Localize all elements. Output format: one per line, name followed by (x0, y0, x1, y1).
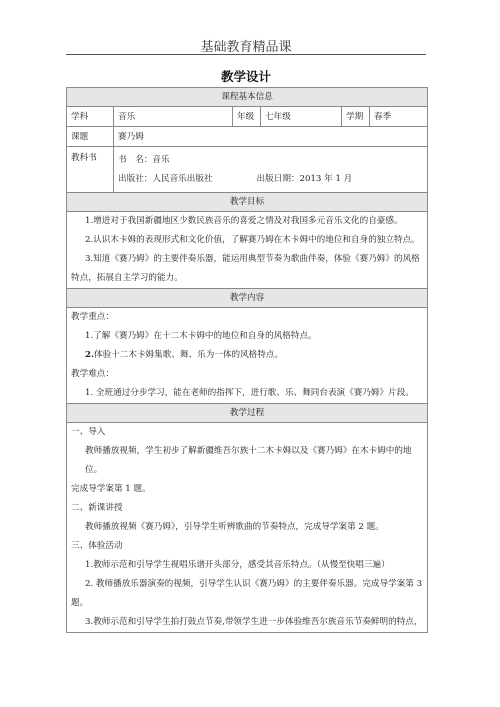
publication-date: 出版日期：2013 年 1 月 (256, 174, 353, 184)
term-label: 学期 (342, 107, 370, 127)
key-point-item (71, 346, 423, 365)
subject-value: 音乐 (114, 107, 233, 127)
key-point-number: 2. (85, 350, 94, 360)
book-name: 书 名：音乐 (118, 155, 170, 165)
grade-value: 七年级 (261, 107, 342, 127)
content-details (67, 308, 428, 404)
process-content (67, 423, 428, 633)
content-body (67, 308, 428, 404)
topic-label: 课题 (67, 127, 114, 147)
section-title: 教学目标 (67, 193, 428, 212)
info-row-subject (67, 107, 428, 127)
difficult-points-label: 教学难点： (71, 369, 114, 379)
process-body (67, 423, 428, 633)
process-line: 1.教师示范和引导学生视唱乐谱开头部分，感受其音乐特点。（从慢至快唱三遍） (85, 560, 390, 570)
process-line: 教师播放视频，学生初步了解新疆维吾尔族十二木卡姆以及《赛乃姆》在木卡姆中的地位。 (85, 446, 412, 475)
difficult-point-item: 1. 全班通过分步学习，能在老师的指挥下，进行歌、乐、舞同台表演《赛乃姆》片段。 (85, 388, 414, 398)
document-title: 教学设计 (220, 69, 271, 84)
process-line: 教师播放视频《赛乃姆》，引导学生听辨歌曲的节奏特点，完成导学案第 2 题。 (85, 522, 384, 532)
page-header: 基础教育精品课 (200, 40, 292, 55)
lesson-plan-table (66, 87, 428, 633)
process-line: 完成导学案第 1 题。 (71, 484, 151, 494)
textbook-label: 教科书 (67, 147, 114, 193)
goal-item: 2.认识木卡姆的表现形式和文化价值，了解赛乃姆在木卡姆中的地位和自身的独立特点。 (85, 235, 420, 245)
info-row-topic (67, 127, 428, 147)
section-title: 课程基本信息 (67, 88, 428, 107)
topic-value: 赛乃姆 (114, 127, 428, 147)
header-divider (66, 54, 426, 55)
goal-item: 3.知道《赛乃姆》的主要伴奏乐器，能运用典型节奏为歌曲伴奏，体验《赛乃姆》的风格 (85, 254, 420, 264)
section-header-content (67, 289, 428, 308)
section-header-basic-info (67, 88, 428, 107)
goals-content (67, 212, 428, 289)
info-row-textbook (67, 147, 428, 193)
textbook-details (114, 147, 428, 193)
goals-body (67, 212, 428, 289)
key-point-item: 1.了解《赛乃姆》在十二木卡姆中的地位和自身的风格特点。 (85, 331, 317, 341)
grade-label: 年级 (233, 107, 261, 127)
section-title: 教学过程 (67, 404, 428, 423)
process-line: 题。 (71, 598, 89, 608)
section-header-process (67, 404, 428, 423)
key-point-text: 体验十二木卡姆集歌、舞、乐为一体的风格特点。 (93, 350, 284, 360)
process-heading: 一、导入 (71, 427, 106, 437)
publisher-line (118, 170, 423, 189)
term-value: 春季 (370, 107, 428, 127)
goal-item-continued: 特点，拓展自主学习的能力。 (71, 273, 183, 283)
process-heading: 三、体验活动 (71, 541, 123, 551)
key-points-label: 教学重点： (71, 312, 114, 322)
process-line: 2. 教师播放乐器演奏的视频，引导学生认识《赛乃姆》的主要伴奏乐器。完成导学案第 3 (85, 579, 423, 589)
process-line: 3.教师示范和引导学生拍打鼓点节奏,带领学生进一步体验维吾尔族音乐节奏鲜明的特点， (85, 617, 423, 627)
subject-label: 学科 (67, 107, 114, 127)
publisher: 出版社：人民音乐出版社 (118, 174, 213, 184)
process-heading: 二、新课讲授 (71, 503, 123, 513)
section-header-goals (67, 193, 428, 212)
section-title: 教学内容 (67, 289, 428, 308)
goal-item: 1.增进对于我国新疆地区少数民族音乐的喜爱之情及对我国多元音乐文化的自豪感。 (85, 216, 403, 226)
